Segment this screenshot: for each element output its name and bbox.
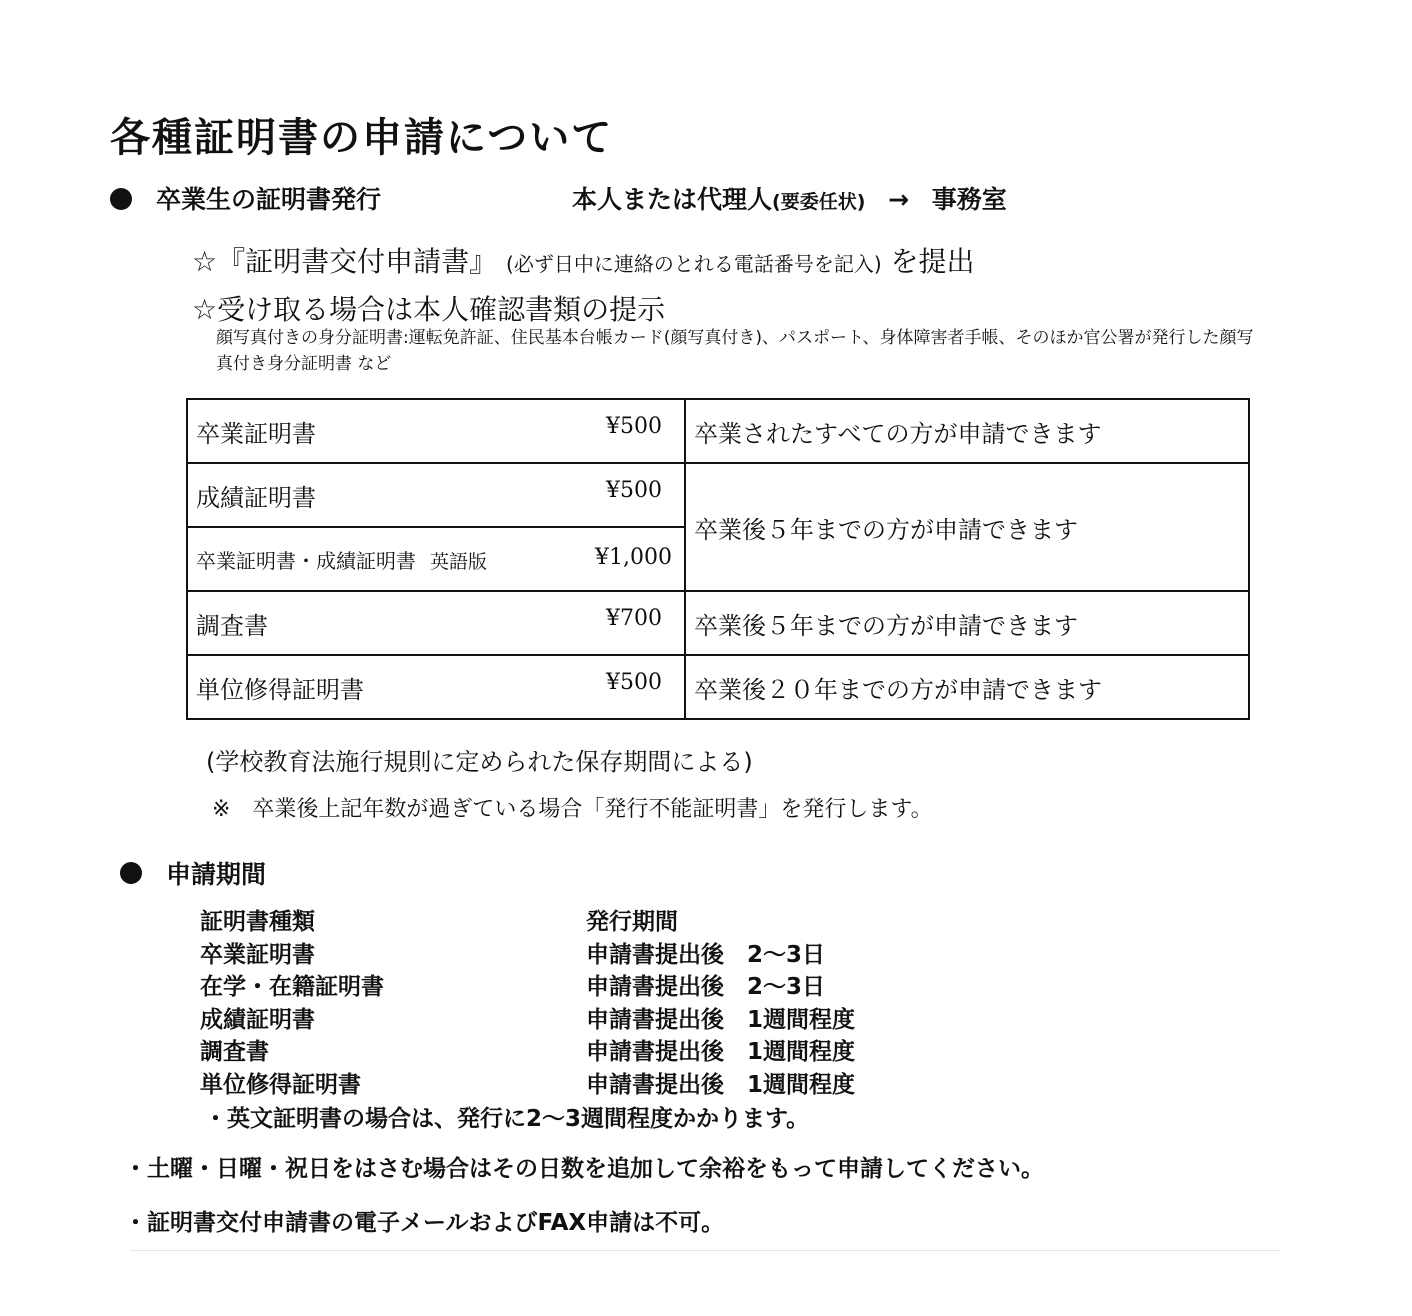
- cert-name-cell: [187, 399, 685, 463]
- period-type: 調査書: [200, 1039, 269, 1065]
- bottom-divider: [130, 1250, 1280, 1251]
- period-header: [200, 906, 855, 939]
- period-value: 申請書提出後 2〜3日: [586, 941, 826, 968]
- cert-name: 調査書: [196, 611, 268, 640]
- submit-note: (必ず日中に連絡のとれる電話番号を記入): [506, 252, 882, 276]
- cert-name-cell: [187, 527, 685, 591]
- cert-name-cell: [187, 591, 685, 655]
- period-value: 申請書提出後 1週間程度: [586, 1071, 856, 1098]
- section1-label: 卒業生の証明書発行: [156, 185, 382, 214]
- table-row: [187, 655, 1249, 719]
- id-instruction: ☆受け取る場合は本人確認書類の提示: [192, 293, 666, 326]
- period-header-type: 証明書種類: [200, 909, 315, 935]
- cert-price: ¥500: [606, 669, 662, 695]
- cert-eligibility: 卒業されたすべての方が申請できます: [685, 399, 1249, 463]
- section2-label: 申請期間: [166, 860, 267, 889]
- period-value: 申請書提出後 1週間程度: [586, 1006, 856, 1033]
- cert-price: ¥500: [606, 413, 662, 439]
- submit-prefix: ☆『証明書交付申請書』: [192, 245, 498, 278]
- submit-instruction: [192, 240, 975, 280]
- page-title: 各種証明書の申請について: [110, 115, 614, 161]
- period-header-period: 発行期間: [586, 909, 678, 935]
- route-main: 本人または代理人: [572, 185, 773, 214]
- cert-price: ¥1,000: [595, 544, 672, 570]
- period-type: 単位修得証明書: [200, 1071, 361, 1098]
- cert-name: 卒業証明書: [196, 419, 316, 448]
- list-item: [200, 971, 855, 1004]
- id-document-note: 顔写真付きの身分証明書:運転免許証、住民基本台帳カード(顔写真付き)、パスポート、身体障害者手帳、そのほか官公署が発行した顔写真付き身分証明書 など: [216, 328, 1254, 374]
- cert-name: 成績証明書: [196, 483, 316, 512]
- cert-name: 卒業証明書・成績証明書: [196, 548, 416, 573]
- period-type: 成績証明書: [200, 1006, 315, 1033]
- certificate-fee-table: [186, 398, 1250, 720]
- list-item: [200, 1036, 855, 1069]
- cert-name-extra: 英語版: [430, 550, 488, 573]
- table-row: [187, 463, 1249, 527]
- cert-price: ¥700: [606, 605, 662, 631]
- cert-eligibility: 卒業後５年までの方が申請できます: [685, 591, 1249, 655]
- cert-eligibility: 卒業後５年までの方が申請できます: [685, 463, 1249, 591]
- list-item: [200, 1004, 855, 1037]
- list-item: [200, 1069, 855, 1102]
- period-list: [200, 906, 855, 1101]
- table-row: [187, 399, 1249, 463]
- table-row: [187, 591, 1249, 655]
- cert-price: ¥500: [606, 477, 662, 503]
- route-destination: 事務室: [931, 185, 1007, 214]
- english-cert-note: ・英文証明書の場合は、発行に2〜3週間程度かかります。: [204, 1106, 810, 1132]
- submit-suffix: を提出: [890, 245, 975, 278]
- email-fax-note: ・証明書交付申請書の電子メールおよびFAX申請は不可。: [124, 1210, 725, 1236]
- section1-route: [572, 180, 1007, 216]
- period-type: 在学・在籍証明書: [200, 974, 384, 1000]
- expired-note: ※ 卒業後上記年数が過ぎている場合「発行不能証明書」を発行します。: [212, 797, 933, 822]
- cert-name-cell: [187, 655, 685, 719]
- cert-name-cell: [187, 463, 685, 527]
- period-value: 申請書提出後 1週間程度: [586, 1039, 856, 1065]
- period-type: 卒業証明書: [200, 941, 315, 968]
- route-note: (要委任状): [772, 191, 866, 213]
- cert-eligibility: 卒業後２０年までの方が申請できます: [685, 655, 1249, 719]
- list-item: [200, 939, 855, 972]
- cert-name: 単位修得証明書: [196, 675, 364, 704]
- section2-bullet-icon: [120, 862, 142, 884]
- arrow-right-icon: →: [888, 185, 910, 214]
- period-value: 申請書提出後 2〜3日: [586, 974, 826, 1000]
- weekend-note: ・土曜・日曜・祝日をはさむ場合はその日数を追加して余裕をもって申請してください。: [124, 1156, 1044, 1182]
- section1-bullet-icon: [110, 188, 132, 210]
- law-note: (学校教育法施行規則に定められた保存期間による): [206, 748, 753, 776]
